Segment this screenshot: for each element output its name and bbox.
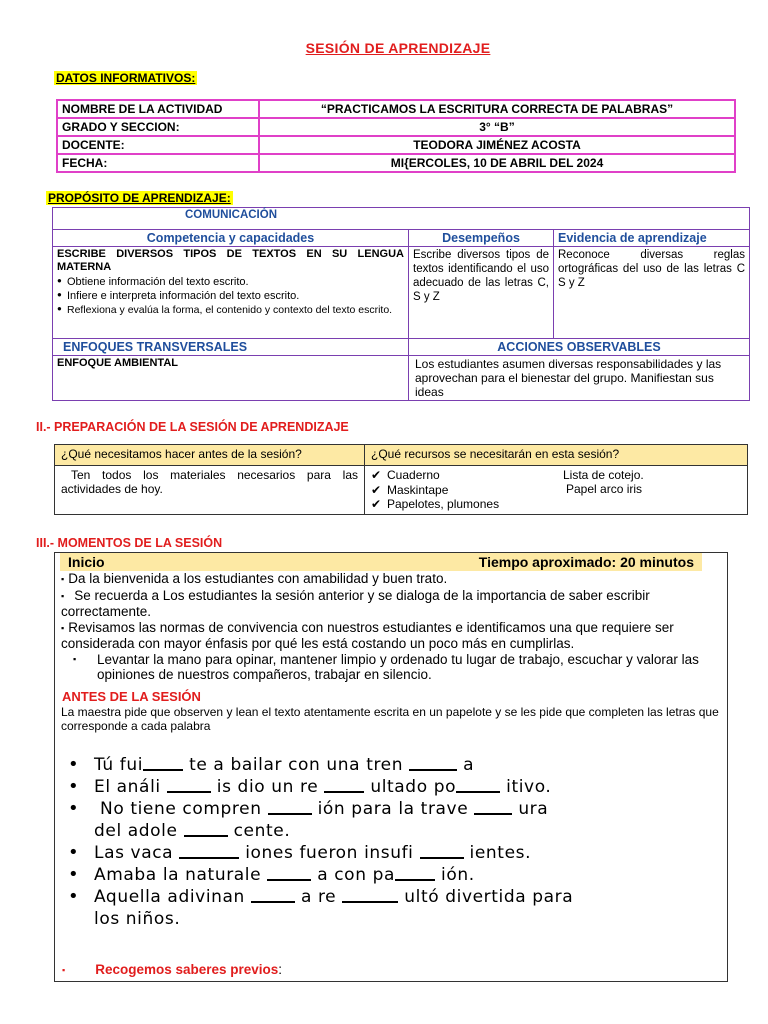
info-key: NOMBRE DE LA ACTIVIDAD [57,100,259,118]
bullet-icon: ▪ [73,653,77,664]
capacidad-item: ● Obtiene información del texto escrito. [57,276,404,288]
proposito-label: PROPÓSITO DE APRENDIZAJE: [48,191,231,205]
header-competencia: Competencia y capacidades [53,230,409,247]
info-value: 3° “B” [259,118,735,136]
info-value: MI{ERCOLES, 10 DE ABRIL DEL 2024 [259,154,735,172]
inicio-item: ▪ Levantar la mano para opinar, mantener limpio y ordenado tu lugar de trabajo, escuchar y valorar las opiniones de nuestros compañeros, trabajar en silencio. [73,651,699,682]
inicio-item: ▪ Se recuerda a Los estudiantes la sesión anterior y se dialoga de la importancia de saber escribir correctamente. [61,587,650,619]
momentos-heading: III.- MOMENTOS DE LA SESIÓN [36,536,223,550]
inicio-item: ▪ Revisamos las normas de convivencia con nuestros estudiantes e identificamos una que requiere ser considerada con mayor énfasis por qué les está costando un poco más en cumplirlas. [61,619,674,651]
info-row [57,154,735,172]
inicio-item: ▪ Da la bienvenida a los estudiantes con amabilidad y buen trato. [61,571,448,586]
info-key: GRADO Y SECCION: [57,118,259,136]
exercise-line: • Tú fui te a bailar con una tren a [68,754,475,775]
capacidad-item: ● Infiere e interpreta información del texto escrito. [57,290,404,302]
preparacion-table [54,444,748,515]
enfoque-cell: ENFOQUE AMBIENTAL [53,356,409,401]
proposito-table [52,207,750,401]
preparacion-question: ¿Qué necesitamos hacer antes de la sesión? [55,445,365,466]
recogemos-line: ▪ Recogemos saberes previos: [62,962,283,977]
recursos-cell [365,466,748,515]
info-table [56,99,736,173]
preparacion-answer: Ten todos los materiales necesarios para las actividades de hoy. [55,466,365,515]
preparacion-heading: II.- PREPARACIÓN DE LA SESIÓN DE APRENDIZAJE [36,420,349,434]
exercise-line: • Amaba la naturale a con pa ión. [68,864,475,885]
bullet-icon: ▪ [61,590,65,601]
recurso-item: ✔ Papelotes, plumones [371,497,500,511]
handwritten-exercise [68,754,728,930]
recurso-extra: Papel arco iris [566,482,643,496]
desempeno-cell: Escribe diversos tipos de textos identificando el uso adecuado de las letras C, S y Z [409,247,554,339]
bullet-icon: ▪ [62,965,66,975]
preparacion-question: ¿Qué recursos se necesitarán en esta sesión? [365,445,748,466]
info-key: DOCENTE: [57,136,259,154]
info-row [57,100,735,118]
acciones-header: ACCIONES OBSERVABLES [409,339,750,356]
inicio-bar [60,553,702,571]
recurso-item: ✔ Maskintape [371,482,449,497]
inicio-content [61,571,721,683]
info-row [57,136,735,154]
capacidades-list [57,276,404,316]
exercise-line: • El análi is dio un re ultado po itivo. [68,776,552,797]
area-title: COMUNICACIÓN [53,208,750,230]
enfoques-header: ENFOQUES TRANSVERSALES [53,339,409,356]
antes-heading: ANTES DE LA SESIÓN [62,689,201,704]
antes-text: La maestra pide que observen y lean el texto atentamente escrita en un papelote y se les pide que completen las letras que corresponde a cada palabra [61,705,719,733]
exercise-line: • Las vaca iones fueron insufi ientes. [68,842,532,863]
inicio-label: Inicio [68,554,105,570]
exercise-line: los niños. [94,909,181,929]
evidencia-cell: Reconoce diversas reglas ortográficas del uso de las letras C S y Z [554,247,750,339]
bullet-icon: ▪ [61,574,65,584]
exercise-line: del adole cente. [94,821,291,841]
exercise-line: • Aquella adivinan a re ultó divertida para [68,886,574,907]
info-value: TEODORA JIMÉNEZ ACOSTA [259,136,735,154]
check-icon: ✔ [371,497,382,511]
info-key: FECHA: [57,154,259,172]
capacidad-item: ● Reflexiona y evalúa la forma, el contenido y contexto del texto escrito. [57,304,404,316]
recurso-extra: Lista de cotejo. [563,468,644,482]
recurso-item: ✔ Cuaderno [371,468,440,482]
datos-informativos-label: DATOS INFORMATIVOS: [56,71,196,85]
competencia-cell [53,247,409,339]
bullet-icon: ▪ [61,622,65,633]
info-row [57,118,735,136]
tiempo-label: Tiempo aproximado: 20 minutos [478,554,694,570]
acciones-cell: Los estudiantes asumen diversas responsabilidades y las aprovechan para el bienestar del grupo. Manifiestan sus ideas [409,356,750,401]
recogemos-label: Recogemos saberes previos [95,962,279,977]
info-value: “PRACTICAMOS LA ESCRITURA CORRECTA DE PALABRAS” [259,100,735,118]
competencia-title: ESCRIBE DIVERSOS TIPOS DE TEXTOS EN SU LENGUA MATERNA [57,248,404,273]
header-desempenos: Desempeños [409,230,554,247]
check-icon: ✔ [371,468,382,482]
header-evidencia: Evidencia de aprendizaje [554,230,750,247]
check-icon: ✔ [371,482,382,497]
page-title: SESIÓN DE APRENDIZAJE [305,40,491,56]
exercise-line: • No tiene compren ión para la trave ura [68,798,549,819]
